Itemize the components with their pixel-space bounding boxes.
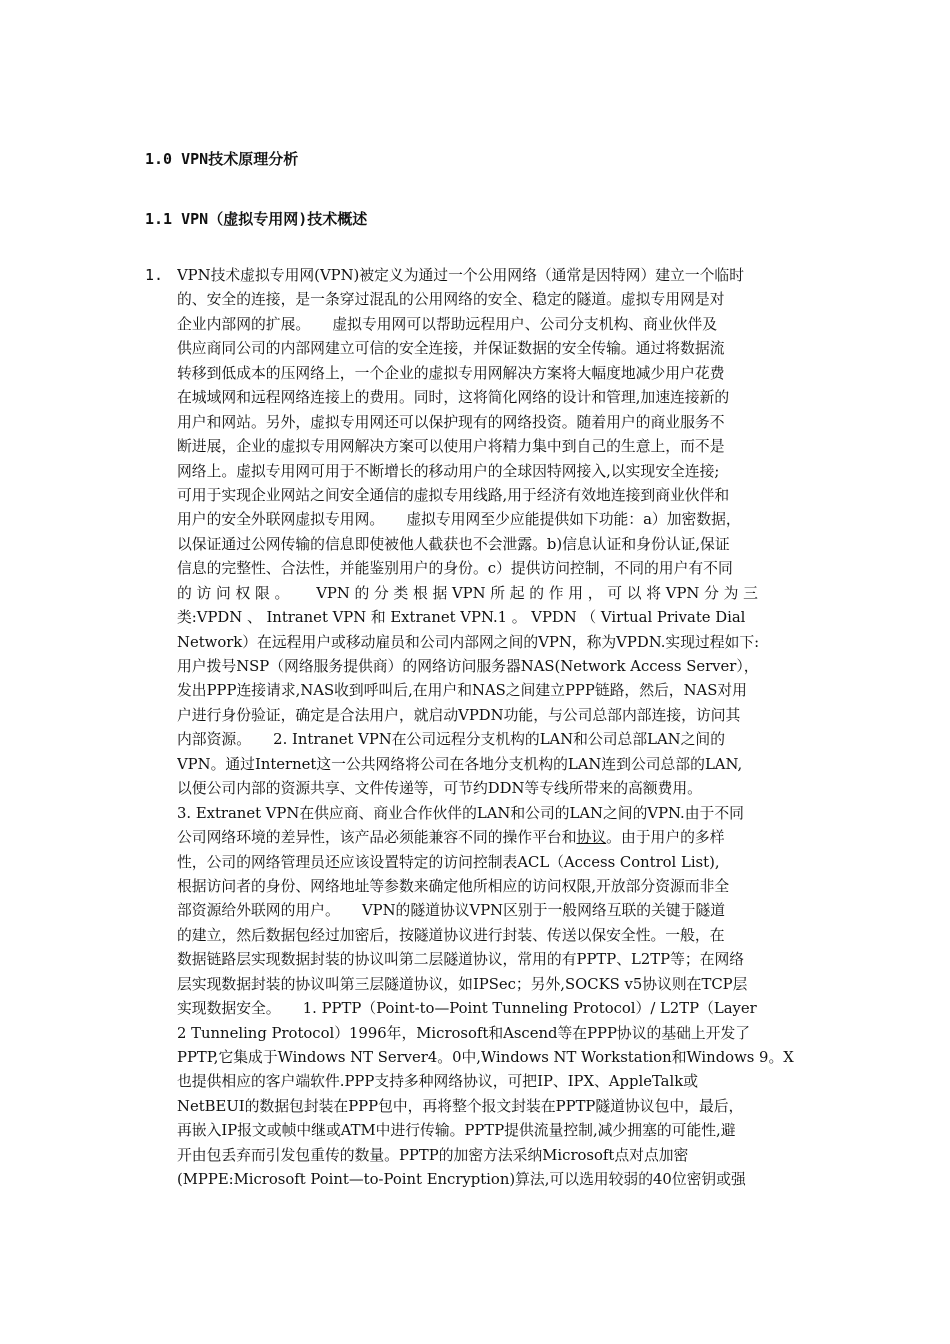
text-line: 开由包丢弃而引发包重传的数量。PPTP的加密方法采纳Microsoft点对点加密 <box>177 1146 689 1164</box>
text-line: 类:VPDN 、 Intranet VPN 和 Extranet VPN.1 。 VPDN （ Virtual Private Dial <box>177 609 746 627</box>
body-paragraph <box>177 264 809 1193</box>
list-number: 1. <box>145 266 164 284</box>
text-line: 断进展，企业的虚拟专用网解决方案可以使用户将精力集中到自己的生意上，而不是 <box>177 438 725 456</box>
text-line: 3. Extranet VPN在供应商、商业合作伙伴的LAN和公司的LAN之间的VPN.由于不同 <box>177 804 744 822</box>
text-line: Network）在远程用户或移动雇员和公司内部网之间的VPN，称为VPDN.实现过程如下: <box>177 633 760 651</box>
text-line: 层实现数据封装的协议叫第三层隧道协议，如IPSec；另外,SOCKS v5协议则在TCP层 <box>177 975 748 993</box>
text-line: 性，公司的网络管理员还应该设置特定的访问控制表ACL（Access Control List), <box>177 853 720 871</box>
text-line: 企业内部网的扩展。 虚拟专用网可以帮助远程用户、公司分支机构、商业伙伴及 <box>177 315 718 333</box>
text-line: 在城域网和远程网络连接上的费用。同时，这将简化网络的设计和管理,加速连接新的 <box>177 389 730 407</box>
section-heading-1-1: 1.1 VPN（虚拟专用网)技术概述 <box>145 210 368 228</box>
text-line: 以便公司内部的资源共享、文件传递等，可节约DDN等专线所带来的高额费用。 <box>177 780 702 798</box>
text-line: 数据链路层实现数据封装的协议叫第二层隧道协议，常用的有PPTP、L2TP等；在网络 <box>177 951 745 969</box>
text-line: 也提供相应的客户端软件.PPP支持多种网络协议，可把IP、IPX、AppleTalk或 <box>177 1073 698 1091</box>
text-line: 内部资源。 2. Intranet VPN在公司远程分支机构的LAN和公司总部LAN之间的 <box>177 731 726 749</box>
text-line: 发出PPP连接请求,NAS收到呼叫后,在用户和NAS之间建立PPP链路，然后，NAS对用 <box>177 682 747 700</box>
text-line: 以保证通过公网传输的信息即使被他人截获也不会泄露。b)信息认证和身份认证,保证 <box>177 535 730 553</box>
text-line: 用户拨号NSP（网络服务提供商）的网络访问服务器NAS(Network Access Server）， <box>177 658 759 675</box>
text-line: 转移到低成本的压网络上，一个企业的虚拟专用网解决方案将大幅度地减少用户花费 <box>177 364 725 382</box>
text-line: (MPPE:Microsoft Point—to-Point Encryption)算法,可以选用较弱的40位密钥或强 <box>177 1171 746 1189</box>
text-line: 部资源给外联网的用户。 VPN的隧道协议VPN区别于一般网络互联的关键于隧道 <box>177 902 726 920</box>
text-line: VPN技术虚拟专用网(VPN)被定义为通过一个公用网络（通常是因特网）建立一个临时 <box>177 267 745 284</box>
text-line: 的 访 问 权 限 。 VPN 的 分 类 根 据 VPN 所 起 的 作 用 ， 可 以 将 VPN 分 为 三 <box>177 584 758 602</box>
text-line: 的建立，然后数据包经过加密后，按隧道协议进行封装、传送以保安全性。一般，在 <box>177 926 725 944</box>
text-line: 信息的完整性、合法性，并能鉴别用户的身份。c）提供访问控制，不同的用户有不同 <box>177 560 733 578</box>
underlined-term: 协议 <box>576 829 607 847</box>
section-heading-1-0: 1.0 VPN技术原理分析 <box>145 150 299 168</box>
text-line: VPN。通过Internet这一公共网络将公司在各地分支机构的LAN连到公司总部的LAN, <box>177 755 743 773</box>
text-line: 用户的安全外联网虚拟专用网。 虚拟专用网至少应能提供如下功能：a）加密数据， <box>177 511 741 529</box>
text-line: 可用于实现企业网站之间安全通信的虚拟专用线路,用于经济有效地连接到商业伙伴和 <box>177 486 730 504</box>
text-line: 2 Tunneling Protocol）1996年，Microsoft和Ascend等在PPP协议的基础上开发了 <box>177 1024 751 1042</box>
text-line: 实现数据安全。 1. PPTP（Point-to—Point Tunneling Protocol）/ L2TP（Layer <box>177 1000 757 1018</box>
text-line: 再嵌入IP报文或帧中继或ATM中进行传输。PPTP提供流量控制,减少拥塞的可能性,避 <box>177 1122 736 1140</box>
text-line: 的、安全的连接，是一条穿过混乱的公用网络的安全、稳定的隧道。虚拟专用网是对 <box>177 291 725 309</box>
text-line: NetBEUI的数据包封装在PPP包中，再将整个报文封装在PPTP隧道协议包中，最后， <box>177 1097 744 1115</box>
text-line: 用户和网站。另外，虚拟专用网还可以保护现有的网络投资。随着用户的商业服务不 <box>177 413 725 431</box>
text-line: 供应商同公司的内部网建立可信的安全连接，并保证数据的安全传输。通过将数据流 <box>177 340 725 358</box>
text-line: 网络上。虚拟专用网可用于不断增长的移动用户的全球因特网接入,以实现安全连接; <box>177 462 720 480</box>
text-line: 公司网络环境的差异性，该产品必须能兼容不同的操作平台和协议。由于用户的多样 <box>177 829 725 847</box>
text-line: 户进行身份验证，确定是合法用户，就启动VPDN功能，与公司总部内部连接，访问其 <box>177 706 741 724</box>
text-line: 根据访问者的身份、网络地址等参数来确定他所相应的访问权限,开放部分资源而非全 <box>177 877 730 895</box>
text-line: PPTP,它集成于Windows NT Server4。0中,Windows NT Workstation和Windows 9。X <box>177 1049 794 1066</box>
